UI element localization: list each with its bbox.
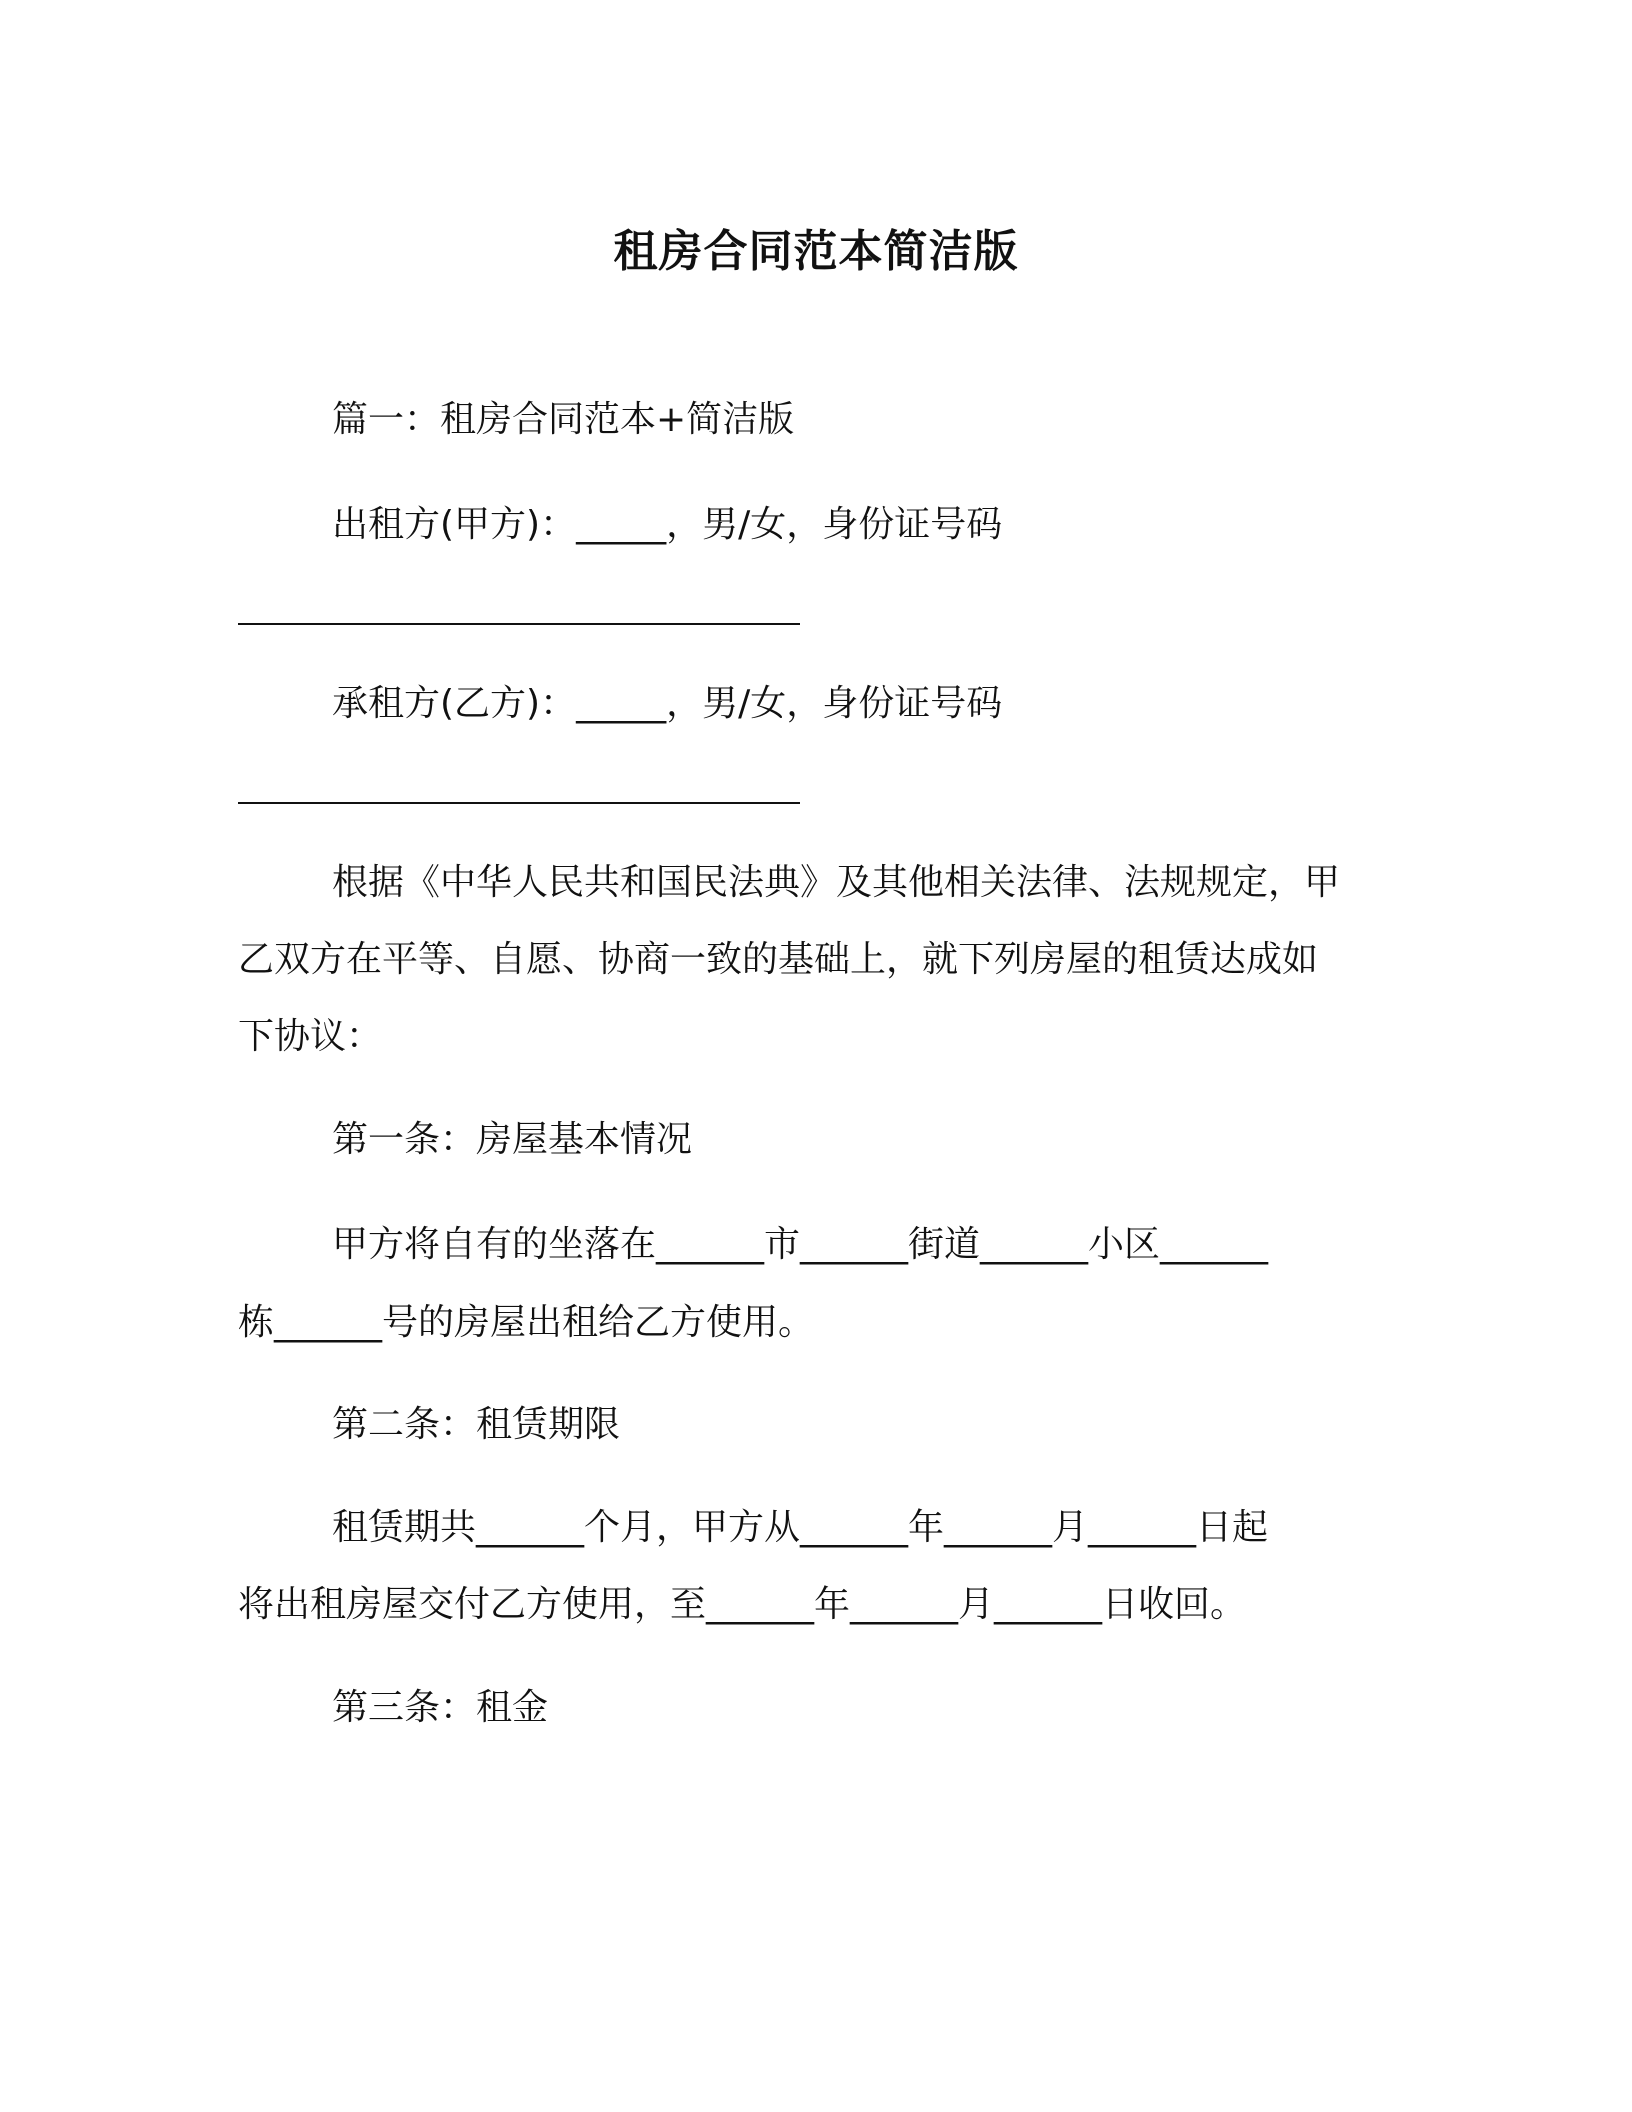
article1-line-2: 栋______号的房屋出租给乙方使用。: [238, 1302, 815, 1343]
article2-line-1: 租赁期共______个月，甲方从______年______月______日起: [332, 1507, 1269, 1548]
preamble-line-1: 根据《中华人民共和国民法典》及其他相关法律、法规规定，甲: [332, 862, 1341, 903]
lessee-id-blank-line: [238, 802, 800, 804]
preamble-line-2: 乙双方在平等、自愿、协商一致的基础上，就下列房屋的租赁达成如: [238, 939, 1319, 980]
article2-line-2: 将出租房屋交付乙方使用，至______年______月______日收回。: [238, 1584, 1247, 1625]
lessor-line: 出租方(甲方)：_____，男/女，身份证号码: [332, 504, 1003, 545]
preamble-line-3: 下协议：: [238, 1016, 383, 1057]
article1-line-1: 甲方将自有的坐落在______市______街道______小区______: [332, 1224, 1269, 1265]
article1-heading: 第一条：房屋基本情况: [332, 1119, 693, 1160]
document-subtitle: 篇一：租房合同范本+简洁版: [332, 399, 795, 440]
article2-heading: 第二条：租赁期限: [332, 1404, 621, 1445]
article3-heading: 第三条：租金: [332, 1687, 549, 1728]
lessee-line: 承租方(乙方)：_____，男/女，身份证号码: [332, 683, 1003, 724]
document-title: 租房合同范本简洁版: [613, 226, 1019, 277]
lessor-id-blank-line: [238, 623, 800, 625]
